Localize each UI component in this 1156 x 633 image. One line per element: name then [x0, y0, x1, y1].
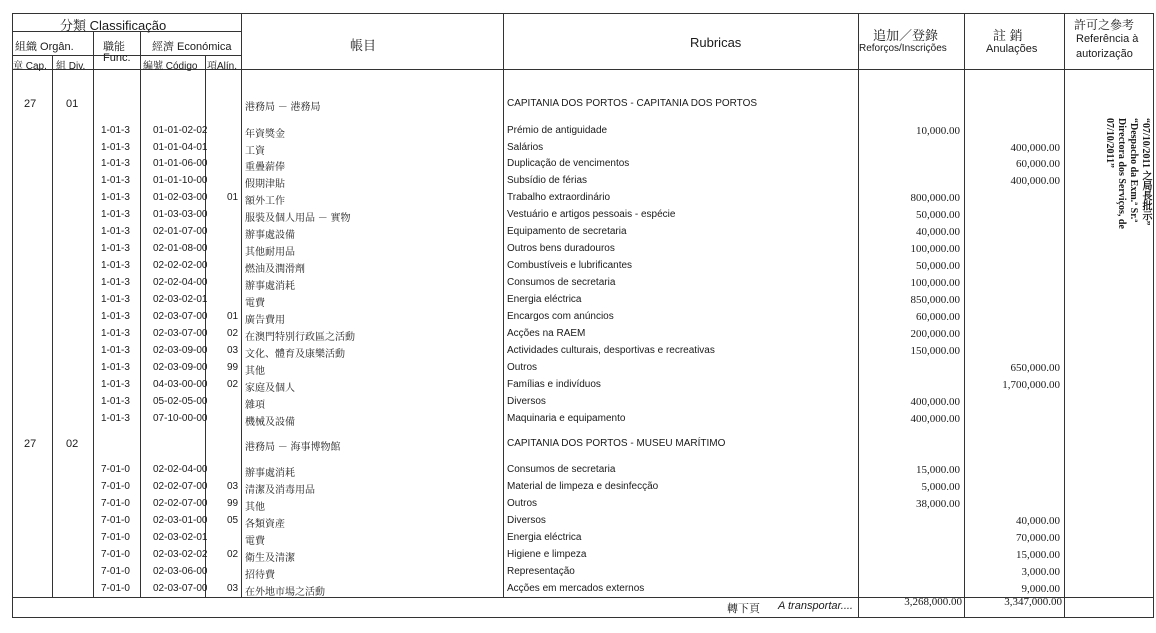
cell-rubrica-pt: Material de limpeza e desinfecção [507, 481, 659, 492]
table-row [0, 462, 1156, 479]
cell-code: 02-03-02-02 [153, 549, 208, 560]
cell-func: 7-01-0 [101, 532, 130, 543]
cell-func: 1-01-3 [101, 142, 130, 153]
cell-rubrica-pt: Outros bens duradouros [507, 243, 615, 254]
cell-reforco: 400,000.00 [910, 413, 960, 425]
cell-func: 1-01-3 [101, 158, 130, 169]
cell-func: 1-01-3 [101, 345, 130, 356]
cell-code: 02-02-04-00 [153, 277, 208, 288]
cell-rubrica-pt: Combustíveis e lubrificantes [507, 260, 633, 271]
cell-rubrica-zh: 其他耐用品 [245, 247, 295, 258]
cell-rubrica-pt: Salários [507, 142, 544, 153]
table-row [0, 377, 1156, 394]
cell-rubrica-pt: Encargos com anúncios [507, 311, 614, 322]
cell-func: 1-01-3 [101, 175, 130, 186]
cell-div: 01 [66, 98, 79, 110]
cell-cap: 27 [24, 438, 37, 450]
cell-alin: 99 [227, 498, 239, 509]
table-row [0, 123, 1156, 140]
cell-func: 7-01-0 [101, 583, 130, 594]
header-divisao: 組 Div. [56, 61, 86, 72]
cell-rubrica-pt: CAPITANIA DOS PORTOS - MUSEU MARÍTIMO [507, 438, 726, 449]
cell-rubrica-zh: 電費 [245, 298, 265, 309]
header-codigo: 編號 Código [143, 61, 198, 72]
cell-rubrica-zh: 在外地市場之活動 [245, 587, 325, 598]
cell-reforco: 10,000.00 [916, 125, 960, 137]
cell-code: 01-01-10-00 [153, 175, 208, 186]
cell-reforco: 50,000.00 [916, 209, 960, 221]
cell-code: 05-02-05-00 [153, 396, 208, 407]
cell-rubrica-pt: Higiene e limpeza [507, 549, 587, 560]
cell-reforco: 200,000.00 [910, 328, 960, 340]
cell-rubrica-pt: Trabalho extraordinário [507, 192, 611, 203]
cell-rubrica-zh: 額外工作 [245, 196, 285, 207]
footer-total-reforcos: 3,268,000.00 [904, 596, 962, 608]
cell-alin: 05 [227, 515, 239, 526]
header-classificacao: 分類 Classificação [60, 18, 167, 33]
cell-rubrica-zh: 工資 [245, 146, 265, 157]
cell-rubrica-pt: Energia eléctrica [507, 294, 582, 305]
cell-reforco: 800,000.00 [910, 192, 960, 204]
table-row [0, 326, 1156, 343]
cell-func: 1-01-3 [101, 379, 130, 390]
cell-code: 02-03-02-01 [153, 532, 208, 543]
cell-reforco: 100,000.00 [910, 277, 960, 289]
cell-func: 7-01-0 [101, 566, 130, 577]
authorization-note: “07/10/2011 之局長批示” “Despacho da Exm.ª Sr.ª Directora dos Serviços, de 07/10/2011” [1104, 118, 1151, 229]
cell-rubrica-zh: 港務局 － 海事博物館 [245, 442, 341, 453]
table-row [0, 411, 1156, 428]
cell-code: 01-02-03-00 [153, 192, 208, 203]
cell-rubrica-pt: Energia eléctrica [507, 532, 582, 543]
cell-reforco: 50,000.00 [916, 260, 960, 272]
cell-rubrica-pt: Equipamento de secretaria [507, 226, 627, 237]
cell-func: 7-01-0 [101, 498, 130, 509]
header-ref-zh: 許可之參考 [1074, 18, 1135, 32]
cell-rubrica-pt: Vestuário e artigos pessoais - espécie [507, 209, 676, 220]
cell-anulacao: 650,000.00 [1010, 362, 1060, 374]
cell-rubrica-zh: 辦事處消耗 [245, 281, 295, 292]
cell-anulacao: 400,000.00 [1010, 175, 1060, 187]
cell-func: 1-01-3 [101, 260, 130, 271]
cell-rubrica-pt: Duplicação de vencimentos [507, 158, 630, 169]
cell-rubrica-zh: 雜項 [245, 400, 265, 411]
cell-func: 7-01-0 [101, 549, 130, 560]
cell-func: 1-01-3 [101, 328, 130, 339]
cell-code: 02-03-09-00 [153, 345, 208, 356]
table-row [0, 394, 1156, 411]
cell-alin: 03 [227, 481, 239, 492]
header-alinea: 項Alín. [207, 61, 238, 72]
cell-rubrica-zh: 招待費 [245, 570, 275, 581]
cell-reforco: 400,000.00 [910, 396, 960, 408]
cell-rubrica-zh: 電費 [245, 536, 265, 547]
cell-rubrica-zh: 燃油及潤滑劑 [245, 264, 305, 275]
table-row [0, 530, 1156, 547]
table-row [0, 343, 1156, 360]
cell-reforco: 150,000.00 [910, 345, 960, 357]
cell-func: 1-01-3 [101, 125, 130, 136]
cell-anulacao: 60,000.00 [1016, 158, 1060, 170]
table-top-border [12, 13, 1154, 14]
header-funcional: 職能 [103, 41, 125, 53]
table-row [0, 309, 1156, 326]
cell-func: 1-01-3 [101, 311, 130, 322]
cell-code: 02-03-02-01 [153, 294, 208, 305]
header-reforcos-zh: 追加／登錄 [873, 28, 939, 43]
cell-func: 1-01-3 [101, 294, 130, 305]
cell-cap: 27 [24, 98, 37, 110]
table-row [0, 360, 1156, 377]
header-anulacoes-zh: 註 銷 [993, 28, 1023, 43]
cell-alin: 99 [227, 362, 239, 373]
cell-reforco: 40,000.00 [916, 226, 960, 238]
cell-rubrica-pt: Outros [507, 498, 538, 509]
cell-rubrica-pt: CAPITANIA DOS PORTOS - CAPITANIA DOS PORTOS [507, 98, 758, 109]
cell-code: 02-03-07-00 [153, 583, 208, 594]
cell-code: 02-03-09-00 [153, 362, 208, 373]
cell-rubrica-pt: Acções na RAEM [507, 328, 586, 339]
cell-rubrica-zh: 其他 [245, 366, 265, 377]
cell-code: 02-01-07-00 [153, 226, 208, 237]
cell-rubrica-pt: Consumos de secretaria [507, 277, 616, 288]
cell-func: 1-01-3 [101, 192, 130, 203]
cell-rubrica-zh: 家庭及個人 [245, 383, 295, 394]
cell-div: 02 [66, 438, 79, 450]
cell-rubrica-zh: 年資獎金 [245, 129, 285, 140]
cell-code: 01-01-06-00 [153, 158, 208, 169]
cell-rubrica-zh: 文化、體育及康樂活動 [245, 349, 345, 360]
cell-anulacao: 70,000.00 [1016, 532, 1060, 544]
cell-alin: 02 [227, 549, 239, 560]
table-row [0, 140, 1156, 157]
header-rubrica-zh: 帳目 [350, 38, 377, 53]
cell-rubrica-pt: Maquinaria e equipamento [507, 413, 626, 424]
cell-anulacao: 3,000.00 [1021, 566, 1060, 578]
footer-transport-pt: A transportar.... [778, 600, 853, 612]
cell-rubrica-zh: 清潔及消毒用品 [245, 485, 315, 496]
cell-code: 07-10-00-00 [153, 413, 208, 424]
cell-rubrica-zh: 各類資產 [245, 519, 285, 530]
cell-rubrica-pt: Outros [507, 362, 538, 373]
cell-rubrica-pt: Diversos [507, 515, 546, 526]
footer-total-anulacoes: 3,347,000.00 [1004, 596, 1062, 608]
cell-alin: 01 [227, 311, 239, 322]
cell-rubrica-pt: Actividades culturais, desportivas e recreativas [507, 345, 715, 356]
cell-code: 04-03-00-00 [153, 379, 208, 390]
table-row [0, 96, 1156, 113]
cell-anulacao: 9,000.00 [1021, 583, 1060, 595]
table-row [0, 224, 1156, 241]
cell-code: 02-03-01-00 [153, 515, 208, 526]
cell-rubrica-zh: 服裝及個人用品 － 實物 [245, 213, 351, 224]
header-reforcos-pt: Reforços/Inscrições [859, 43, 947, 54]
cell-rubrica-zh: 廣告費用 [245, 315, 285, 326]
cell-func: 1-01-3 [101, 362, 130, 373]
cell-code: 01-03-03-00 [153, 209, 208, 220]
cell-anulacao: 40,000.00 [1016, 515, 1060, 527]
cell-code: 02-02-04-00 [153, 464, 208, 475]
cell-func: 1-01-3 [101, 226, 130, 237]
cell-code: 02-02-07-00 [153, 481, 208, 492]
cell-func: 1-01-3 [101, 413, 130, 424]
header-anulacoes-pt: Anulações [986, 43, 1038, 55]
cell-rubrica-pt: Famílias e indivíduos [507, 379, 601, 390]
cell-alin: 02 [227, 379, 239, 390]
cell-code: 02-03-07-00 [153, 328, 208, 339]
cell-func: 7-01-0 [101, 515, 130, 526]
header-ref-pt1: Referência à [1076, 33, 1139, 45]
cell-reforco: 850,000.00 [910, 294, 960, 306]
cell-rubrica-zh: 重疊薪俸 [245, 162, 285, 173]
table-row [0, 207, 1156, 224]
cell-reforco: 100,000.00 [910, 243, 960, 255]
header-capitulo: 章 Cap. [13, 61, 47, 72]
cell-func: 7-01-0 [101, 464, 130, 475]
cell-alin: 03 [227, 345, 239, 356]
cell-func: 7-01-0 [101, 481, 130, 492]
header-economica: 經濟 Económica [152, 41, 232, 53]
table-row [0, 513, 1156, 530]
table-bottom-border [12, 617, 1154, 618]
table-row [0, 241, 1156, 258]
table-row [0, 258, 1156, 275]
table-row [0, 496, 1156, 513]
cell-rubrica-zh: 港務局 － 港務局 [245, 102, 321, 113]
table-row [0, 479, 1156, 496]
cell-func: 1-01-3 [101, 396, 130, 407]
table-row [0, 436, 1156, 453]
cell-rubrica-pt: Acções em mercados externos [507, 583, 645, 594]
header-organica: 組織 Orgân. [15, 41, 74, 53]
cell-rubrica-zh: 機械及設備 [245, 417, 295, 428]
table-row [0, 275, 1156, 292]
cell-alin: 02 [227, 328, 239, 339]
cell-code: 01-01-02-02 [153, 125, 208, 136]
cell-code: 02-03-06-00 [153, 566, 208, 577]
table-row [0, 190, 1156, 207]
cell-rubrica-pt: Consumos de secretaria [507, 464, 616, 475]
cell-code: 02-03-07-00 [153, 311, 208, 322]
cell-reforco: 15,000.00 [916, 464, 960, 476]
header-func-abbr: Func. [103, 52, 131, 64]
cell-code: 02-01-08-00 [153, 243, 208, 254]
cell-alin: 03 [227, 583, 239, 594]
table-row [0, 547, 1156, 564]
table-row [0, 173, 1156, 190]
cell-reforco: 5,000.00 [921, 481, 960, 493]
cell-rubrica-pt: Representação [507, 566, 575, 577]
cell-alin: 01 [227, 192, 239, 203]
cell-rubrica-zh: 假期津貼 [245, 179, 285, 190]
table-row [0, 156, 1156, 173]
cell-func: 1-01-3 [101, 209, 130, 220]
cell-rubrica-zh: 辦事處消耗 [245, 468, 295, 479]
cell-reforco: 60,000.00 [916, 311, 960, 323]
footer-transport-zh: 轉下頁 [727, 603, 760, 615]
table-row [0, 564, 1156, 581]
cell-anulacao: 400,000.00 [1010, 142, 1060, 154]
cell-reforco: 38,000.00 [916, 498, 960, 510]
cell-rubrica-zh: 其他 [245, 502, 265, 513]
cell-rubrica-zh: 在澳門特別行政區之活動 [245, 332, 355, 343]
cell-code: 02-02-02-00 [153, 260, 208, 271]
cell-rubrica-zh: 辦事處設備 [245, 230, 295, 241]
cell-func: 1-01-3 [101, 243, 130, 254]
cell-func: 1-01-3 [101, 277, 130, 288]
cell-rubrica-pt: Prémio de antiguidade [507, 125, 608, 136]
cell-rubrica-zh: 衛生及清潔 [245, 553, 295, 564]
table-row [0, 292, 1156, 309]
cell-anulacao: 15,000.00 [1016, 549, 1060, 561]
cell-rubrica-pt: Diversos [507, 396, 546, 407]
cell-code: 01-01-04-01 [153, 142, 208, 153]
header-rubrica-pt: Rubricas [690, 35, 742, 50]
cell-rubrica-pt: Subsídio de férias [507, 175, 588, 186]
cell-code: 02-02-07-00 [153, 498, 208, 509]
header-ref-pt2: autorização [1076, 48, 1133, 60]
cell-anulacao: 1,700,000.00 [1002, 379, 1060, 391]
